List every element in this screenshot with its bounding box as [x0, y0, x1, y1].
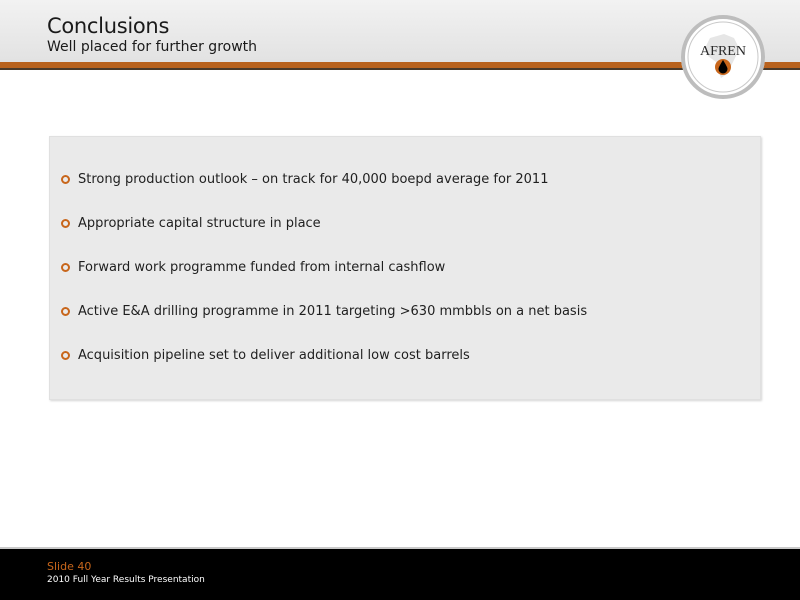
- bullet-text: Acquisition pipeline set to deliver additional low cost barrels: [78, 347, 470, 363]
- bullet-item: [61, 299, 587, 323]
- slide-subtitle: Well placed for further growth: [47, 39, 258, 55]
- presentation-title: 2010 Full Year Results Presentation: [47, 575, 205, 585]
- bullet-item: [61, 211, 321, 235]
- bullet-circle-icon: [61, 175, 70, 184]
- bullet-circle-icon: [61, 351, 70, 360]
- bullet-circle-icon: [61, 307, 70, 316]
- bullet-item: [61, 255, 445, 279]
- bullet-item: [61, 343, 470, 367]
- slide-number: Slide 40: [47, 560, 92, 573]
- bullet-circle-icon: [61, 263, 70, 272]
- logo-text: AFREN: [700, 44, 746, 59]
- bullet-text: Appropriate capital structure in place: [78, 215, 321, 231]
- slide-title: Conclusions: [47, 14, 170, 38]
- conclusions-panel: [49, 136, 761, 400]
- bullet-item: [61, 167, 548, 191]
- bullet-text: Active E&A drilling programme in 2011 targeting >630 mmbbls on a net basis: [78, 303, 588, 319]
- slide-footer: [0, 549, 800, 600]
- bullet-circle-icon: [61, 219, 70, 228]
- bullet-text: Strong production outlook – on track for 40,000 boepd average for 2011: [78, 171, 549, 187]
- bullet-text: Forward work programme funded from internal cashflow: [78, 259, 446, 275]
- afren-logo: [680, 14, 766, 100]
